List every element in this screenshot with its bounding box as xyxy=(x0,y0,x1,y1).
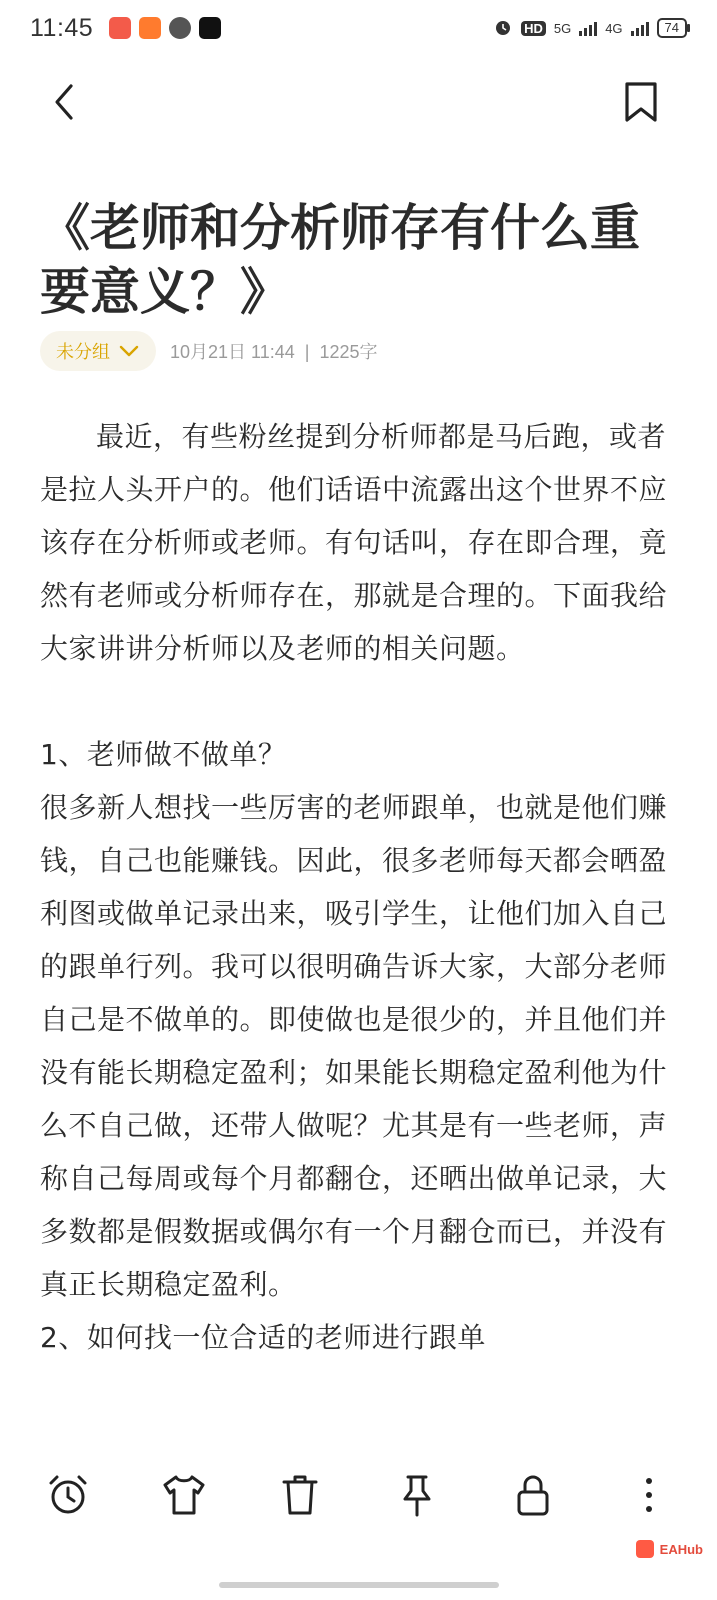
trash-icon xyxy=(280,1473,320,1517)
map-app-icon xyxy=(109,17,131,39)
status-time: 11:45 xyxy=(30,13,94,42)
note-date: 10月21日 11:44 xyxy=(170,342,295,362)
tiktok-icon xyxy=(199,17,221,39)
eahub-watermark xyxy=(636,1540,703,1558)
section1-paragraph: 很多新人想找一些厉害的老师跟单，也就是他们赚钱，自己也能赚钱。因此，很多老师每天都会晒盈利图或做单记录出来，吸引学生，让他们加入自己的跟单行列。我可以很明确告诉大家，大部分老师自己是不做单的。即使做也是很少的，并且他们并没有能长期稳定盈利；如果能长期稳定盈利他为什么不自己做，还带人做呢？尤其是有一些老师，声称自己每周或每个月都翻仓，还晒出做单记录，大多数都是假数据或偶尔有一个月翻仓而已，并没有真正长期稳定盈利。 xyxy=(40,791,668,1301)
skin-button[interactable] xyxy=(154,1465,214,1525)
reminder-button[interactable] xyxy=(38,1465,98,1525)
note-meta-info xyxy=(170,338,378,364)
network-4g-label: 4G xyxy=(605,20,623,36)
lock-icon xyxy=(514,1473,552,1517)
notification-icons xyxy=(109,17,221,39)
group-selector[interactable] xyxy=(40,331,156,371)
delete-button[interactable] xyxy=(270,1465,330,1525)
more-button[interactable] xyxy=(619,1465,679,1525)
more-vertical-icon xyxy=(643,1475,655,1515)
pin-icon xyxy=(397,1473,437,1517)
intro-paragraph: 最近，有些粉丝提到分析师都是马后跑，或者是拉人头开户的。他们话语中流露出这个世界不应该存在分析师或老师。有句话叫，存在即合理，竟然有老师或分析师存在，那就是合理的。下面我给大家讲讲分析师以及老师的相关问题。 xyxy=(40,420,668,665)
section2-title: 2、如何找一位合适的老师进行跟单 xyxy=(40,1321,486,1354)
signal-5g-icon xyxy=(579,20,597,36)
note-word-count: 1225字 xyxy=(319,342,378,362)
network-5g-label: 5G xyxy=(553,20,572,36)
bottom-toolbar xyxy=(0,1445,717,1545)
eahub-logo-icon xyxy=(636,1540,654,1558)
bookmark-button[interactable] xyxy=(617,78,665,126)
tshirt-icon xyxy=(161,1473,207,1517)
status-indicators xyxy=(493,17,687,40)
section1-title: 1、老师做不做单？ xyxy=(40,738,287,771)
home-indicator[interactable] xyxy=(219,1582,499,1588)
message-icon xyxy=(169,17,191,39)
lock-button[interactable] xyxy=(503,1465,563,1525)
group-label: 未分组 xyxy=(56,342,110,363)
fox-app-icon xyxy=(139,17,161,39)
chevron-left-icon xyxy=(49,82,79,122)
alarm-clock-icon xyxy=(46,1473,90,1517)
pin-button[interactable] xyxy=(387,1465,447,1525)
status-bar xyxy=(0,0,717,56)
note-title[interactable]: 《老师和分析师存有什么重要意义？》 xyxy=(40,199,640,321)
eahub-text: EAHub xyxy=(659,1541,703,1557)
chevron-down-icon xyxy=(118,344,140,358)
alarm-status-icon xyxy=(493,17,513,40)
meta-separator: | xyxy=(304,342,310,362)
back-button[interactable] xyxy=(40,78,88,126)
signal-4g-icon xyxy=(631,20,649,36)
hd-badge: HD xyxy=(521,21,546,36)
bookmark-icon xyxy=(623,81,659,123)
note-meta xyxy=(40,330,677,372)
note-body[interactable] xyxy=(40,410,677,1364)
battery-indicator: 74 xyxy=(657,18,687,38)
note-header xyxy=(0,70,717,134)
